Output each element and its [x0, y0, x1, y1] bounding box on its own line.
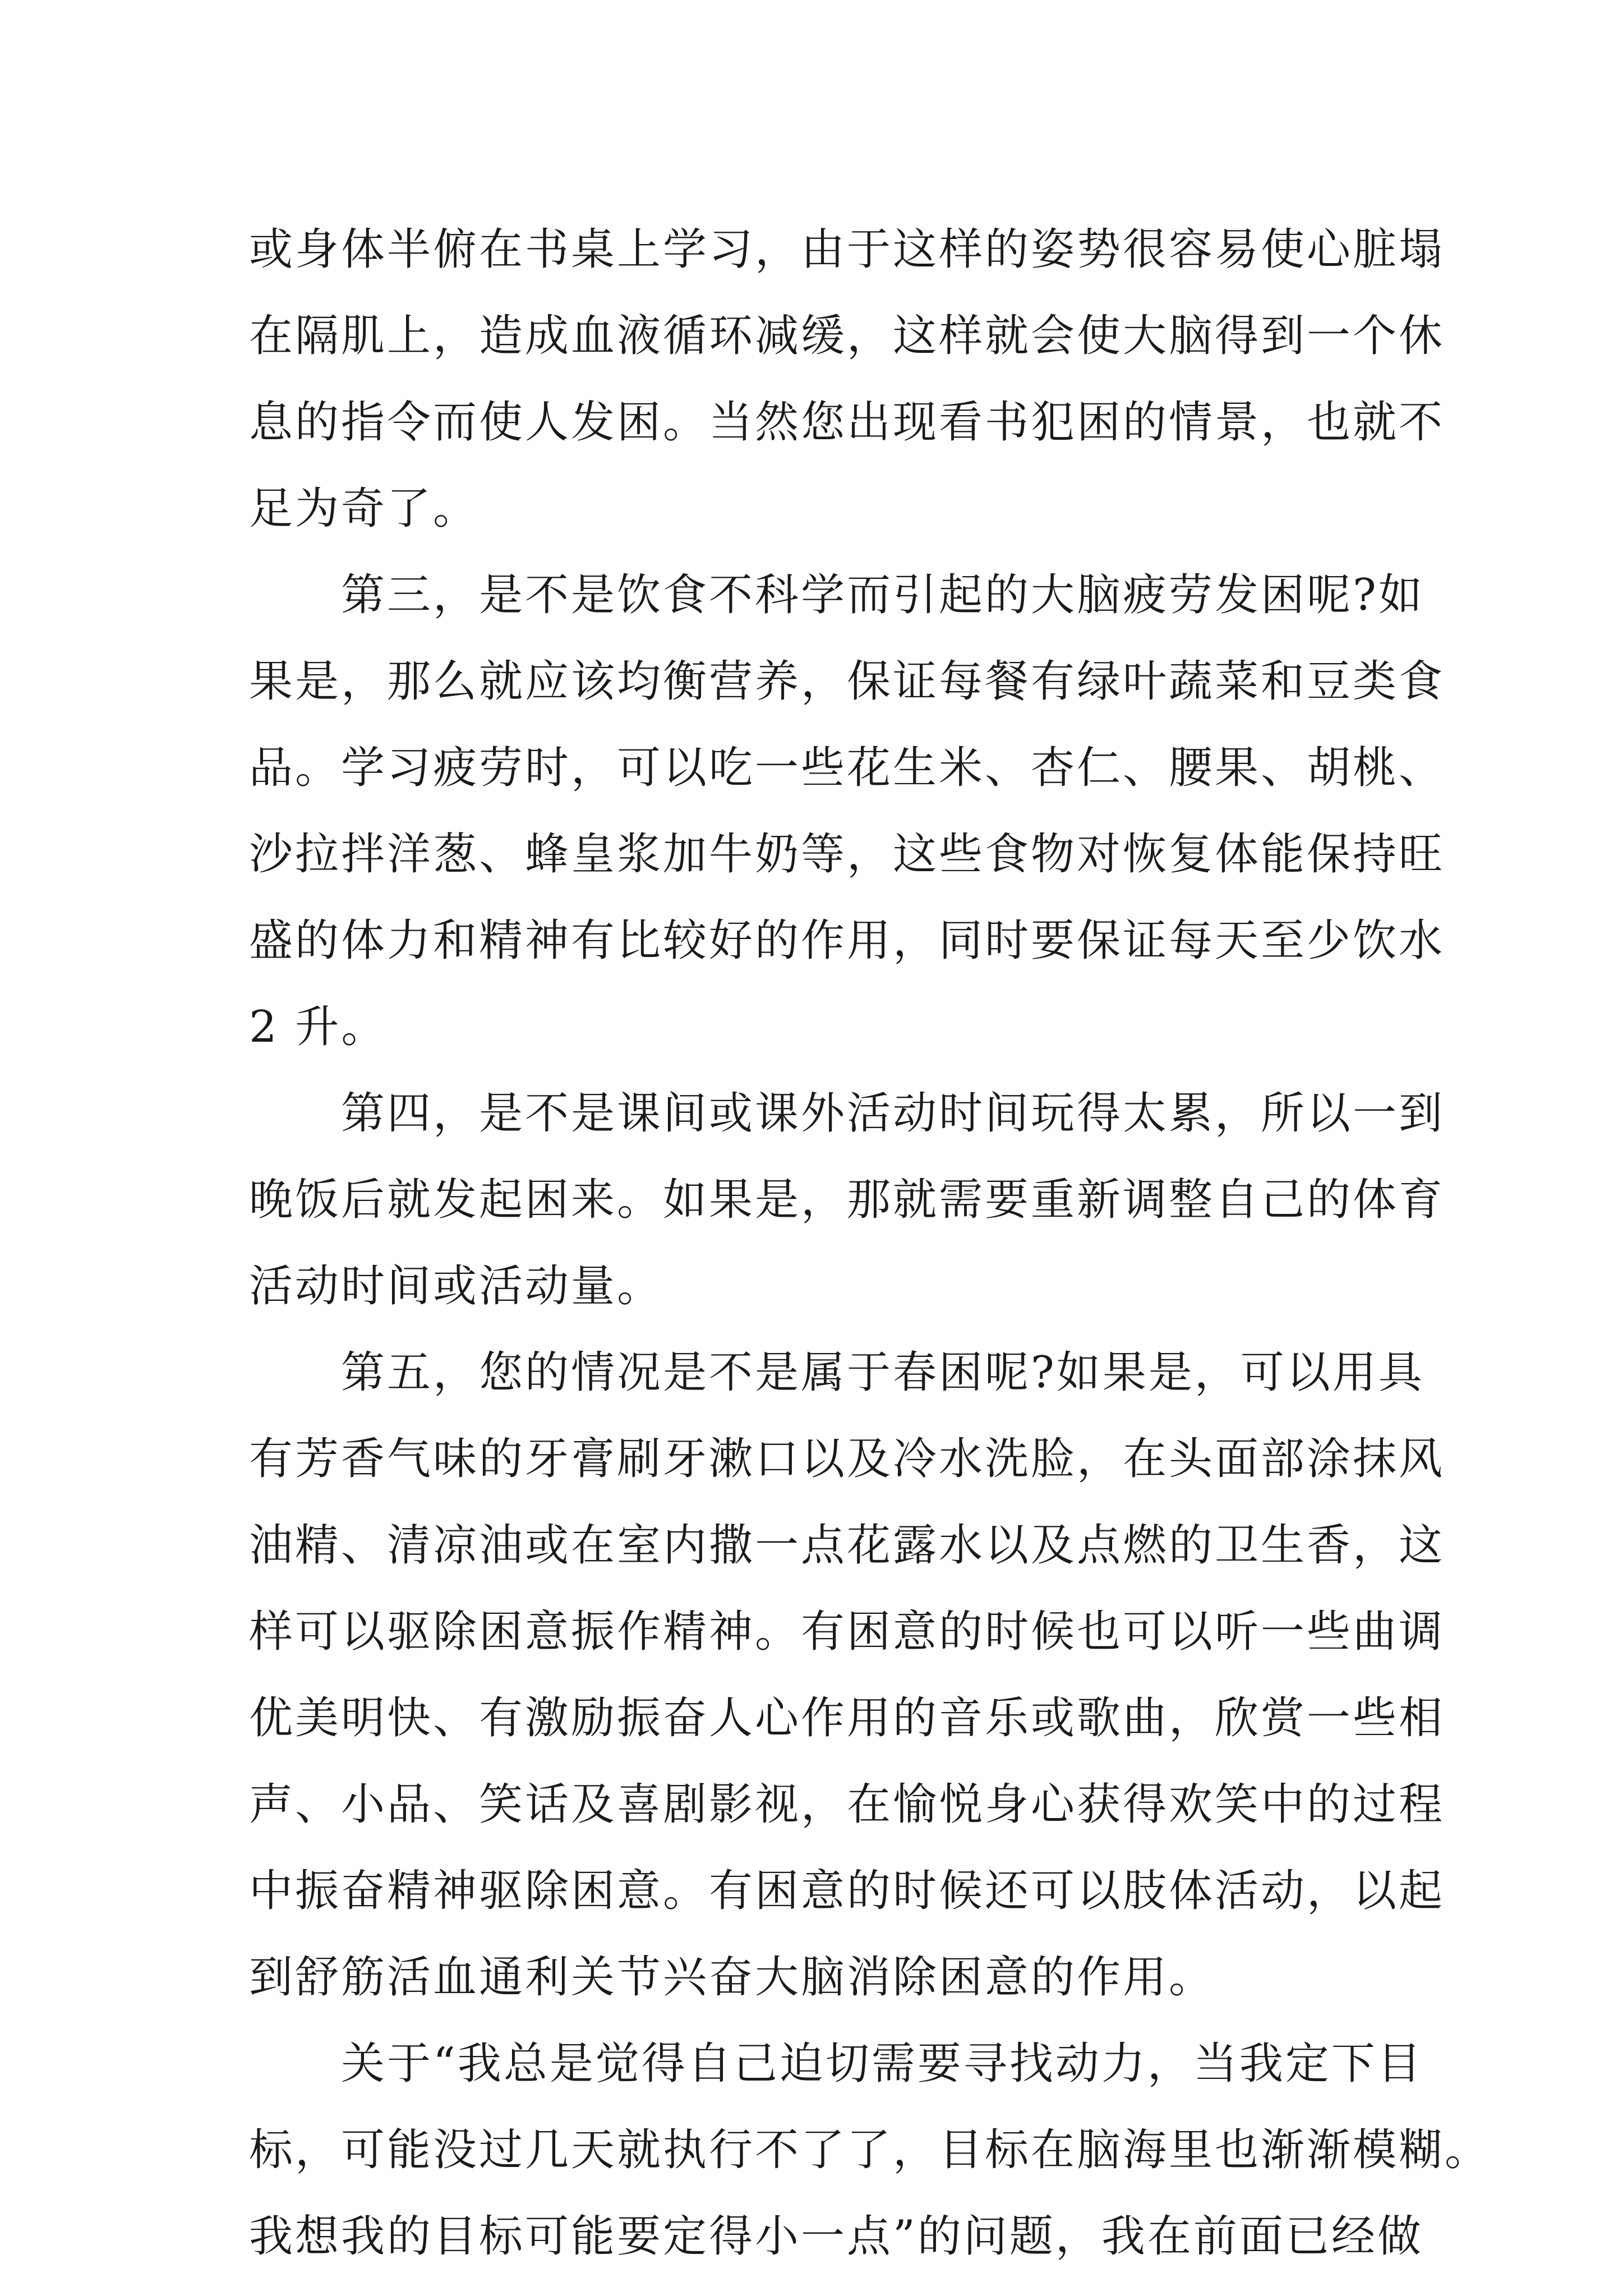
- text-line-2: 在隔肌上，造成血液循环减缓，这样就会使大脑得到一个休: [249, 311, 1445, 361]
- text-line-23: 标，可能没过几天就执行不了了，目标在脑海里也渐渐模糊。: [249, 2125, 1491, 2175]
- text-line-3: 息的指令而使人发困。当然您出现看书犯困的情景，也就不: [249, 397, 1445, 448]
- text-line-10: 2 升。: [249, 1002, 388, 1052]
- text-line-5: 第三，是不是饮食不科学而引起的大脑疲劳发困呢?如: [249, 570, 1424, 620]
- text-line-14: 第五，您的情况是不是属于春困呢?如果是，可以用具: [249, 1347, 1424, 1398]
- text-line-12: 晚饭后就发起困来。如果是，那就需要重新调整自己的体育: [249, 1175, 1445, 1225]
- text-line-17: 样可以驱除困意振作精神。有困意的时候也可以听一些曲调: [249, 1607, 1445, 1657]
- text-line-16: 油精、清凉油或在室内撒一点花露水以及点燃的卫生香，这: [249, 1520, 1445, 1571]
- text-line-1: 或身体半俯在书桌上学习，由于这样的姿势很容易使心脏塌: [249, 224, 1445, 275]
- text-line-6: 果是，那么就应该均衡营养，保证每餐有绿叶蔬菜和豆类食: [249, 656, 1445, 707]
- text-line-9: 盛的体力和精神有比较好的作用，同时要保证每天至少饮水: [249, 915, 1445, 966]
- text-line-4: 足为奇了。: [249, 484, 479, 534]
- text-line-15: 有芳香气味的牙膏刷牙漱口以及冷水洗脸，在头面部涂抹风: [249, 1434, 1445, 1484]
- text-line-18: 优美明快、有激励振奋人心作用的音乐或歌曲，欣赏一些相: [249, 1693, 1445, 1743]
- text-line-7: 品。学习疲劳时，可以吃一些花生米、杏仁、腰果、胡桃、: [249, 743, 1445, 793]
- text-line-13: 活动时间或活动量。: [249, 1261, 663, 1312]
- text-line-24: 我想我的目标可能要定得小一点”的问题，我在前面已经做: [249, 2211, 1423, 2262]
- text-line-19: 声、小品、笑话及喜剧影视，在愉悦身心获得欢笑中的过程: [249, 1779, 1445, 1830]
- text-line-22: 关于“我总是觉得自己迫切需要寻找动力，当我定下目: [249, 2039, 1423, 2089]
- text-line-11: 第四，是不是课间或课外活动时间玩得太累，所以一到: [249, 1088, 1445, 1139]
- text-line-8: 沙拉拌洋葱、蜂皇浆加牛奶等，这些食物对恢复体能保持旺: [249, 829, 1445, 880]
- text-line-21: 到舒筋活血通利关节兴奋大脑消除困意的作用。: [249, 1952, 1215, 2003]
- document-body: [249, 206, 1491, 2280]
- text-line-20: 中振奋精神驱除困意。有困意的时候还可以肢体活动，以起: [249, 1866, 1445, 1916]
